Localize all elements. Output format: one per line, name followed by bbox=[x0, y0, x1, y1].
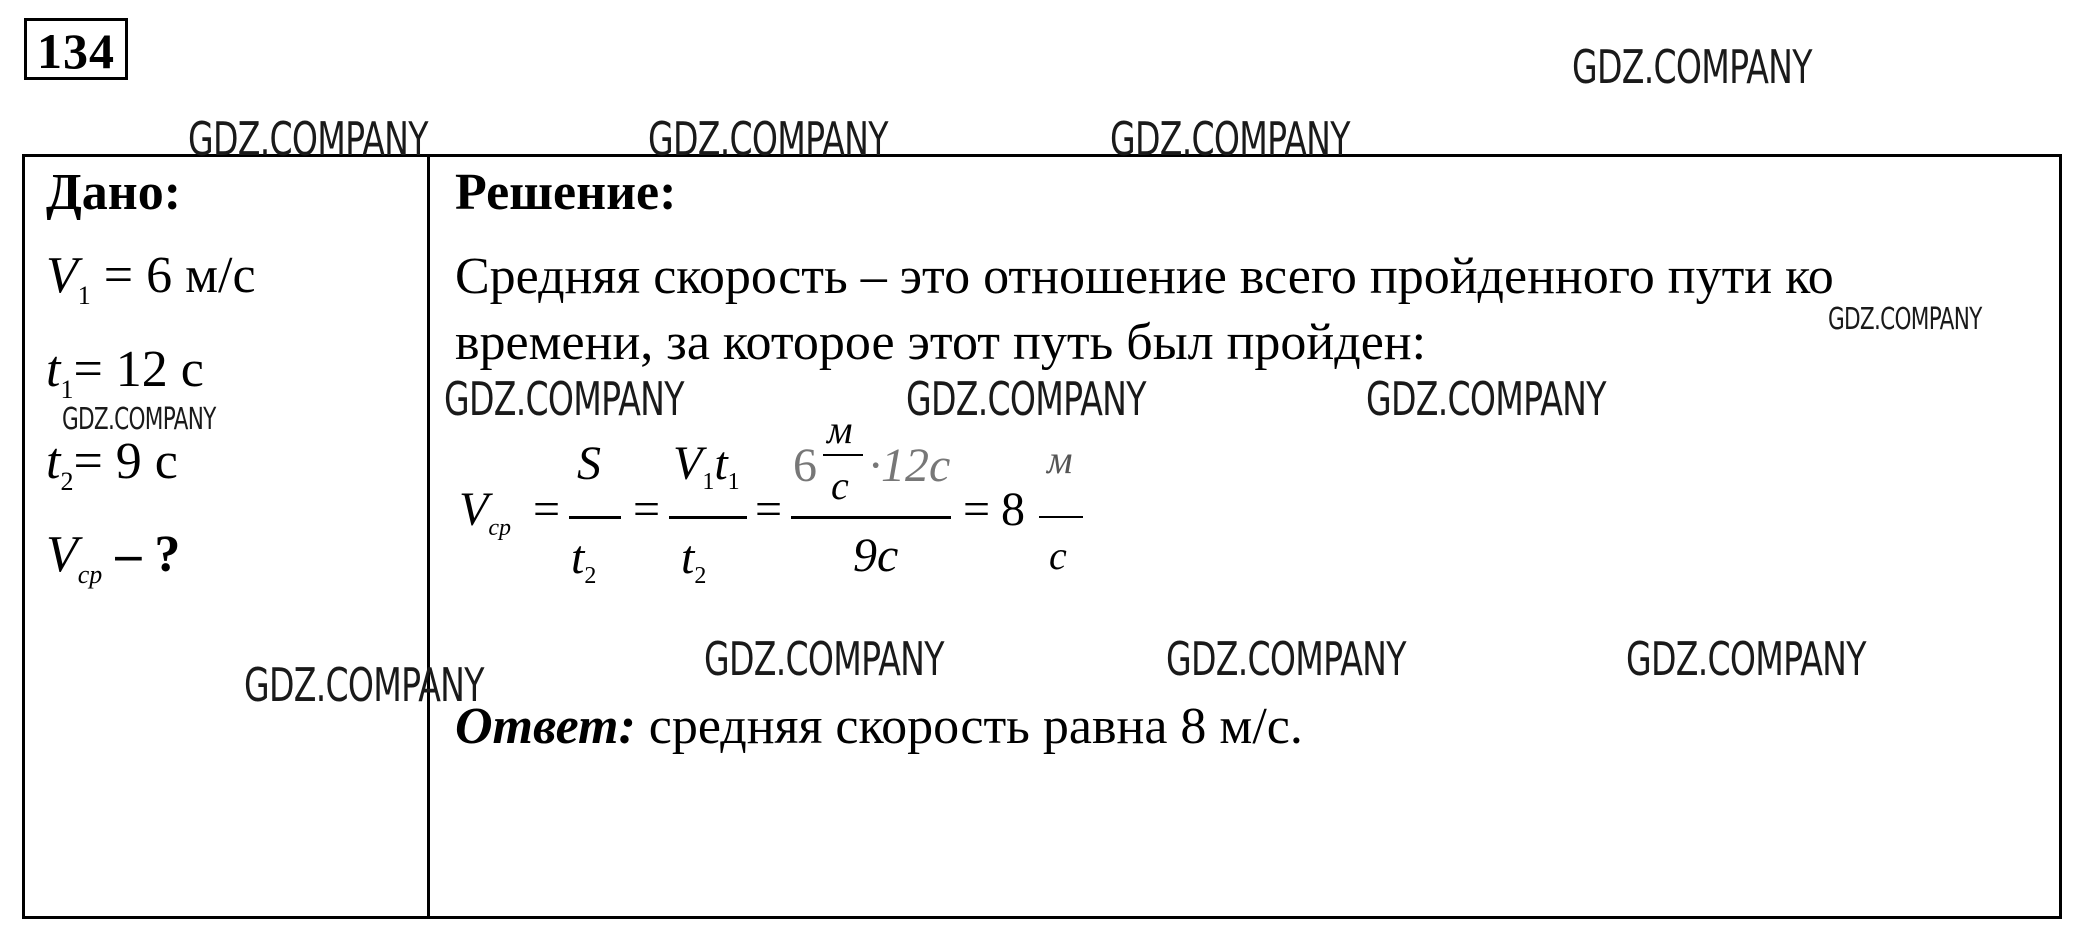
given-title: Дано: bbox=[46, 164, 182, 221]
formula-frac2-num bbox=[673, 437, 740, 495]
watermark: GDZ.COMPANY bbox=[906, 372, 1146, 426]
watermark: GDZ.COMPANY bbox=[444, 372, 684, 426]
t1-value: = 12 с bbox=[73, 341, 204, 398]
formula-eq-4: = bbox=[963, 483, 991, 536]
formula-frac3-num-pre: 6 bbox=[793, 439, 817, 492]
frac2-den-subscript: 2 bbox=[694, 563, 707, 589]
find-subscript: ср bbox=[77, 560, 103, 589]
watermark: GDZ.COMPANY bbox=[244, 658, 484, 712]
frac2-num-t: t bbox=[714, 437, 728, 490]
frac2-num-v: V bbox=[673, 437, 703, 490]
solution-explanation: Средняя скорость – это отношение всего пройденного пути ко времени, за которое этот путь был пройден: bbox=[455, 248, 1834, 371]
formula-frac3-unit-bar bbox=[823, 454, 863, 456]
solution-title: Решение: bbox=[455, 164, 677, 221]
frac1-den-symbol: t bbox=[571, 531, 585, 584]
formula-eq-2: = bbox=[633, 483, 661, 536]
formula bbox=[455, 402, 1155, 592]
formula-frac1-den bbox=[571, 531, 597, 589]
formula-lhs-symbol: V bbox=[459, 483, 489, 536]
formula-result-unit-num: м bbox=[1047, 437, 1073, 482]
problem-number: 134 bbox=[24, 18, 128, 80]
frac1-den-subscript: 2 bbox=[584, 563, 597, 589]
formula-frac3-bar bbox=[791, 516, 951, 519]
given-find bbox=[46, 525, 180, 605]
formula-frac3-num-post: ·12с bbox=[869, 439, 951, 492]
watermark: GDZ.COMPANY bbox=[648, 112, 888, 166]
watermark: GDZ.COMPANY bbox=[1166, 632, 1406, 686]
column-divider bbox=[427, 154, 430, 919]
formula-result-unit-bar bbox=[1039, 516, 1083, 518]
t1-subscript: 1 bbox=[60, 375, 74, 404]
formula-lhs bbox=[459, 483, 511, 541]
find-question: ? bbox=[154, 526, 181, 583]
v1-subscript: 1 bbox=[77, 281, 91, 310]
formula-frac3-unit-num: м bbox=[827, 407, 853, 452]
formula-lhs-subscript: ср bbox=[488, 515, 511, 541]
v1-symbol: V bbox=[46, 247, 78, 304]
formula-eq-1: = bbox=[533, 483, 561, 536]
formula-frac3-den: 9с bbox=[853, 529, 899, 582]
formula-frac3-unit-den: с bbox=[831, 463, 849, 508]
answer bbox=[455, 697, 1303, 757]
frac2-den-symbol: t bbox=[681, 531, 695, 584]
given-t2 bbox=[46, 432, 178, 512]
formula-frac2-bar bbox=[669, 516, 747, 519]
formula-result: 8 bbox=[1001, 483, 1025, 536]
formula-result-unit-den: с bbox=[1049, 533, 1067, 578]
watermark: GDZ.COMPANY bbox=[704, 632, 944, 686]
t2-symbol: t bbox=[46, 433, 61, 490]
formula-frac2-den bbox=[681, 531, 707, 589]
given-v1 bbox=[46, 246, 256, 326]
t2-subscript: 2 bbox=[60, 467, 74, 496]
watermark: GDZ.COMPANY bbox=[1828, 302, 1982, 337]
watermark: GDZ.COMPANY bbox=[1626, 632, 1866, 686]
formula-frac1-num: S bbox=[577, 437, 601, 490]
v1-value: = 6 м/с bbox=[90, 247, 256, 304]
watermark: GDZ.COMPANY bbox=[188, 112, 428, 166]
find-symbol: V bbox=[46, 526, 78, 583]
find-dash: – bbox=[102, 526, 155, 583]
watermark: GDZ.COMPANY bbox=[1572, 40, 1812, 94]
formula-eq-3: = bbox=[755, 483, 783, 536]
watermark: GDZ.COMPANY bbox=[1110, 112, 1350, 166]
frac2-num-t-subscript: 1 bbox=[727, 469, 740, 495]
answer-text: средняя скорость равна 8 м/с. bbox=[635, 698, 1303, 755]
watermark: GDZ.COMPANY bbox=[1366, 372, 1606, 426]
t2-value: = 9 с bbox=[73, 433, 178, 490]
answer-label: Ответ: bbox=[455, 698, 636, 755]
watermark: GDZ.COMPANY bbox=[62, 402, 216, 437]
t1-symbol: t bbox=[46, 341, 61, 398]
formula-frac1-bar bbox=[569, 516, 621, 519]
frac2-num-v-subscript: 1 bbox=[702, 469, 715, 495]
